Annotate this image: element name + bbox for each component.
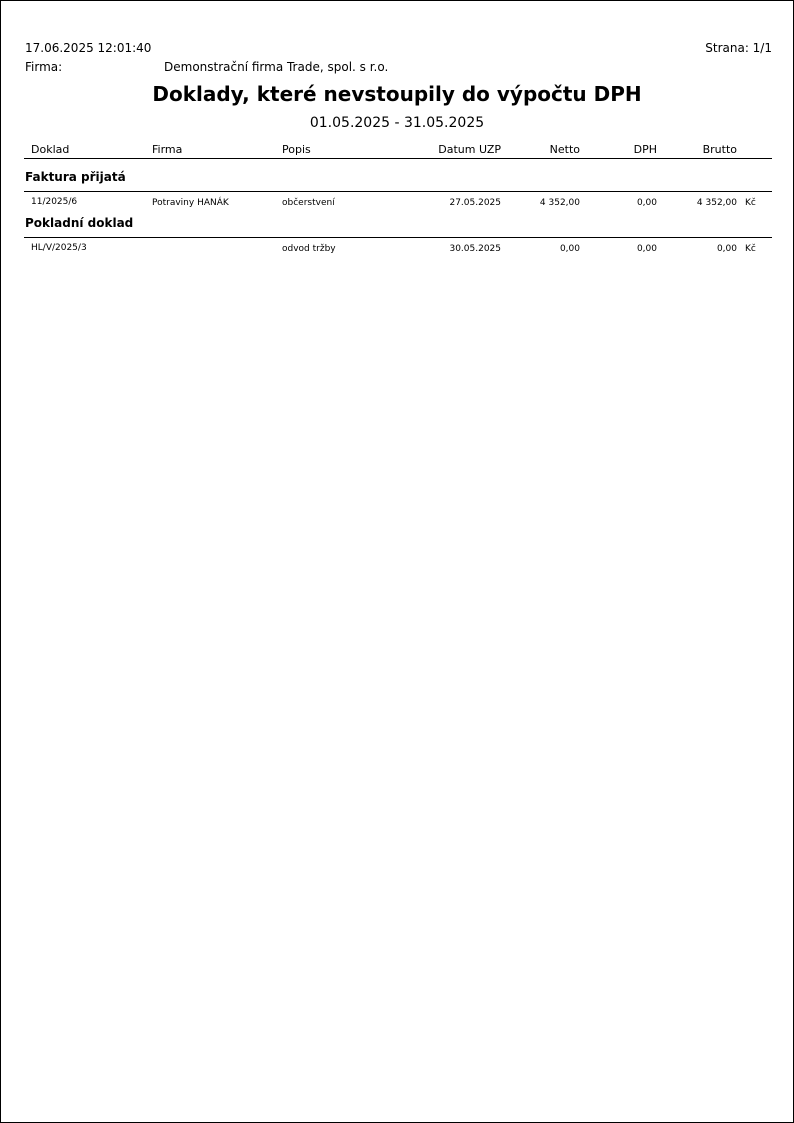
cell-popis: odvod tržby xyxy=(282,244,336,254)
group-title: Faktura přijatá xyxy=(25,170,126,184)
column-header-brutto: Brutto xyxy=(702,143,737,156)
column-header-netto: Netto xyxy=(549,143,580,156)
column-header-firma: Firma xyxy=(152,143,183,156)
company-name: Demonstrační firma Trade, spol. s r.o. xyxy=(164,60,389,74)
report-title: Doklady, které nevstoupily do výpočtu DPH xyxy=(152,82,642,106)
print-datetime: 17.06.2025 12:01:40 xyxy=(25,41,152,55)
column-header-dph: DPH xyxy=(633,143,657,156)
report-period: 01.05.2025 - 31.05.2025 xyxy=(309,115,485,131)
cell-dph: 0,00 xyxy=(636,198,657,208)
cell-datum: 30.05.2025 xyxy=(449,244,501,254)
cell-currency: Kč xyxy=(745,198,756,208)
column-header-doklad: Doklad xyxy=(31,143,70,156)
cell-currency: Kč xyxy=(745,244,756,254)
cell-doklad: 11/2025/6 xyxy=(31,197,78,207)
cell-brutto: 0,00 xyxy=(716,244,737,254)
group-divider xyxy=(24,237,772,238)
company-label: Firma: xyxy=(25,60,63,74)
cell-doklad: HL/V/2025/3 xyxy=(31,243,87,253)
cell-dph: 0,00 xyxy=(636,244,657,254)
column-header-datum: Datum UZP xyxy=(438,143,501,156)
cell-firma: Potraviny HANÁK xyxy=(152,198,229,208)
group-divider xyxy=(24,191,772,192)
cell-netto: 0,00 xyxy=(559,244,580,254)
column-header-popis: Popis xyxy=(282,143,311,156)
page-number: Strana: 1/1 xyxy=(705,41,772,55)
cell-popis: občerstvení xyxy=(282,198,335,208)
cell-brutto: 4 352,00 xyxy=(696,198,737,208)
header-divider xyxy=(24,158,772,159)
cell-netto: 4 352,00 xyxy=(539,198,580,208)
group-title: Pokladní doklad xyxy=(25,216,134,230)
cell-datum: 27.05.2025 xyxy=(449,198,501,208)
